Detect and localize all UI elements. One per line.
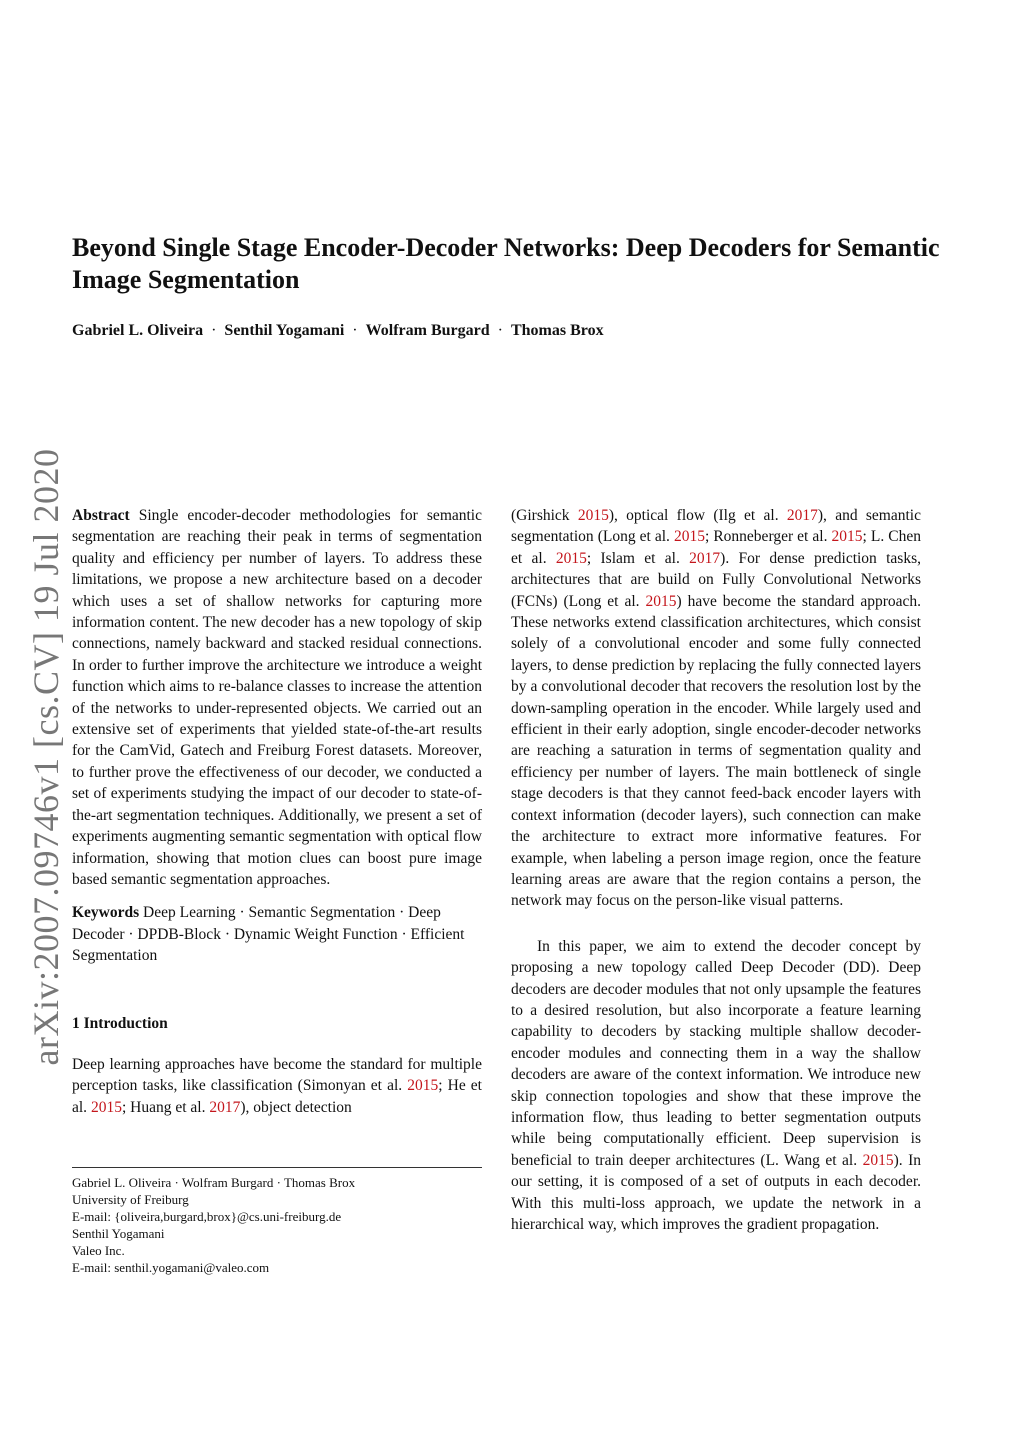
left-column [72,505,482,1118]
author-name: Wolfram Burgard [365,322,490,339]
author-name: Thomas Brox [510,322,604,339]
keywords-label: Keywords [72,904,140,922]
citation-link[interactable]: 2015 [555,549,587,567]
abstract-text: Single encoder-decoder methodologies for semantic segmentation are reaching their peak in terms of segmentation quality and efficiency per number of layers. To address these limitations, we propose a new architecture based on a decoder which uses a set of shallow networks for capturing more information content. The new decoder has a new topology of skip connections, namely backward and stacked residual connections. In order to further improve the architecture we introduce a weight function which aims to re-balance classes to increase the attention of the networks to under-represented objects. We carried out an extensive set of experiments that yielded state-of-the-art results for the CamVid, Gatech and Freiburg Forest datasets. Moreover, to further prove the effectiveness of our decoder, we conducted a set of experiments studying the impact of our decoder to state-of-the-art segmentation techniques. Additionally, we present a set of experiments augmenting semantic segmentation with optical flow information, showing that motion clues can boost pure image based semantic segmentation approaches. [72,507,482,888]
keywords [72,902,482,966]
citation-link[interactable]: 2017 [786,507,818,524]
author-separator: · [352,322,358,339]
citation-link[interactable]: 2015 [831,528,863,546]
citation-link[interactable]: 2015 [673,528,705,546]
citation-link[interactable]: 2015 [862,1151,894,1169]
body-text: ; Ronneberger et al. [704,528,832,546]
body-paragraph [511,505,921,912]
body-text: ; L. Chen et al. [511,528,921,567]
footnote-line: E-mail: senthil.yogamani@valeo.com [72,1260,270,1275]
citation-link[interactable]: 2015 [90,1098,122,1116]
author-name: Gabriel L. Oliveira [72,322,204,339]
arxiv-stamp: arXiv:2007.09746v1 [cs.CV] 19 Jul 2020 [26,448,66,1066]
intro-text: ), object detection [240,1098,352,1116]
abstract [72,505,482,890]
author-separator: · [497,322,503,339]
body-text: (Girshick [511,507,578,524]
footnote-line: Valeo Inc. [72,1243,125,1258]
body-text: ), and semantic segmentation (Long et al. [511,507,921,546]
author-name: Senthil Yogamani [224,322,345,339]
affiliation-footnote [72,1167,482,1276]
author-list [72,322,952,340]
section-heading: 1 Introduction [72,1014,168,1032]
body-text: ). In our setting, it is composed of a set of outputs in each decoder. With this multi-loss approach, we update the network in a hierarchical way, which improves the gradient propagation. [511,1151,921,1233]
keywords-text: Deep Learning · Semantic Segmentation · Deep Decoder · DPDB-Block · Dynamic Weight Function · Efficient Segmentation [72,904,465,965]
intro-text: ; He et al. [72,1077,482,1116]
footnote-line: Senthil Yogamani [72,1226,165,1241]
intro-paragraph [72,1054,482,1118]
citation-link[interactable]: 2015 [577,507,609,524]
footnote-line: E-mail: {oliveira,burgard,brox}@cs.uni-freiburg.de [72,1209,342,1224]
paper-title: Beyond Single Stage Encoder-Decoder Networks: Deep Decoders for Semantic Image Segmentation [72,233,940,294]
citation-link[interactable]: 2015 [645,592,677,610]
footnote-line: University of Freiburg [72,1192,189,1207]
body-text: ; Islam et al. [586,549,690,567]
right-column [511,505,921,1235]
citation-link[interactable]: 2015 [407,1077,439,1095]
body-text: ), optical flow (Ilg et al. [608,507,787,524]
citation-link[interactable]: 2017 [689,549,721,567]
abstract-label: Abstract [72,507,130,524]
body-text: ). For dense prediction tasks, architectures that are build on Fully Convolutional Networks (FCNs) (Long et al. [511,549,921,610]
footnote-line: Gabriel L. Oliveira · Wolfram Burgard · Thomas Brox [72,1175,356,1190]
body-paragraph [511,936,921,1236]
intro-text: ; Huang et al. [121,1098,210,1116]
body-text: In this paper, we aim to extend the decoder concept by proposing a new topology called Deep Decoder (DD). Deep decoders are decoder modules that not only upsample the features to a desired resolution, but also incorporate a feature learning capability to decoders by stacking multiple shallow decoder-encoder modules and connecting them in a way the shallow decoders are aware of the context information. We introduce new skip connection topologies and show that these improve the information flow, thus leading to better segmentation outputs while being computationally efficient. Deep supervision is beneficial to train deeper architectures (L. Wang et al. [511,937,921,1169]
author-separator: · [211,322,217,339]
body-text: ) have become the standard approach. These networks extend classification architectures, which consist solely of a convolutional encoder and some fully connected layers, to dense prediction by replacing the fully connected layers by a convolutional decoder that recovers the resolution lost by the down-sampling operation in the encoder. While largely used and efficient in their early adoption, single encoder-decoder networks are reaching a saturation in terms of segmentation quality and efficiency per number of layers. The main bottleneck of single stage decoders is that they cannot feed-back encoder layers with context information (decoder layers), such connection can make the architecture to extract more informative features. For example, when labeling a person image region, once the feature learning areas are aware that the region contains a person, the network may focus on the person-like visual patterns. [511,592,921,910]
citation-link[interactable]: 2017 [209,1098,241,1116]
intro-text: Deep learning approaches have become the standard for multiple perception tasks, like classification (Simonyan et al. [72,1055,482,1095]
